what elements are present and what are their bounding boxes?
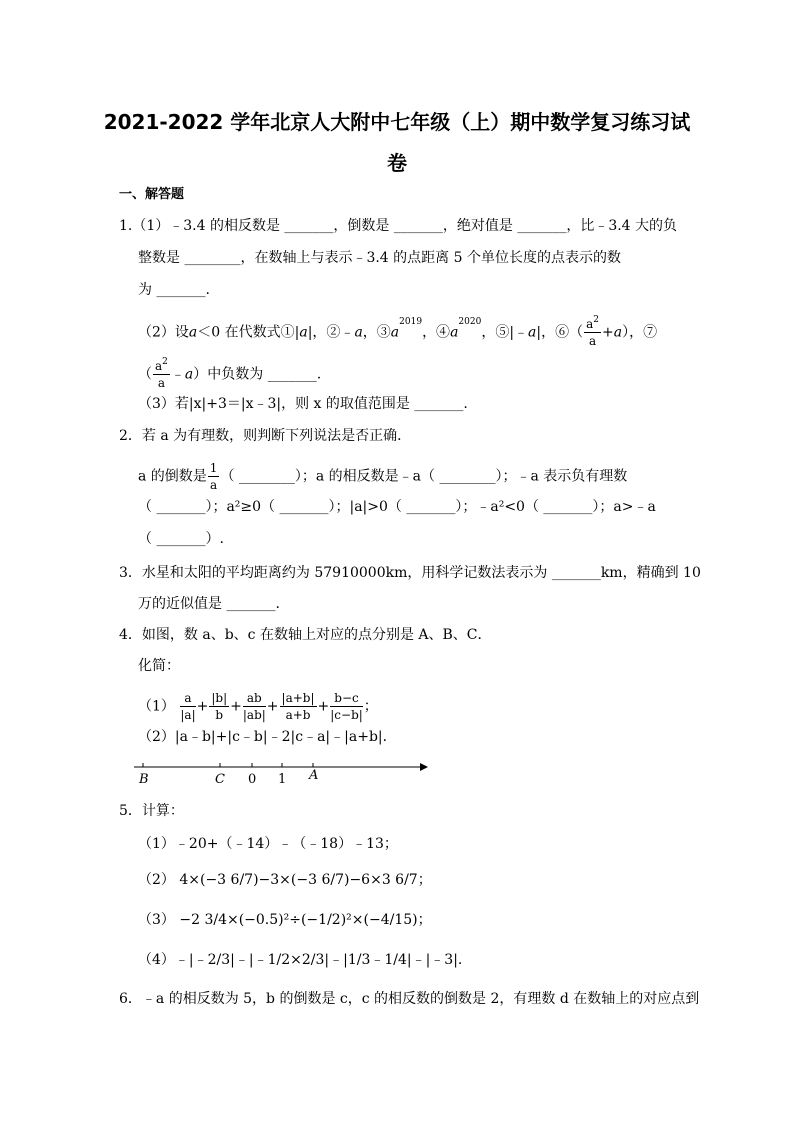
q5-line1: 5．计算：	[119, 803, 184, 819]
fraction: $\frac{|a+b|}{a+b}$	[281, 691, 315, 722]
q5-part2: （2） 4×(−3 6/7)−3×(−3 6/7)−6×3 6/7；	[138, 872, 432, 888]
q1-part1-line1: 1.（1）﹣3.4 的相反数是 _______，倒数是 _______，绝对值是 _______，比﹣3.4 大的负	[119, 218, 678, 234]
axis-label-1: 1	[278, 772, 287, 787]
page-title-line2: 卷	[387, 151, 407, 175]
axis-label-a: A	[309, 768, 319, 783]
q2-line3: （ _______）；a²≥0（ _______）；|a|>0（ _______）；﹣a²<0（ _______）；a>﹣a	[138, 499, 656, 515]
q4-part2: （2）|a﹣b|+|c﹣b|﹣2|c﹣a|﹣|a+b|．	[138, 729, 397, 745]
axis-label-c: C	[215, 772, 225, 787]
q5-part3: （3） −2 3/4×(−0.5)²÷(−1/2)²×(−4/15)；	[138, 912, 432, 928]
q2-line2: a 的倒数是 $\frac{1}{a}$ （ ________）；a 的相反数是﹣a（ ________）；﹣a 表示负有理数	[138, 461, 628, 492]
q3-line2: 万的近似值是 _______.	[138, 596, 280, 612]
q5-part4: （4）﹣|﹣2/3|﹣|﹣1/2×2/3|﹣|1/3﹣1/4|﹣|﹣3|.	[138, 952, 463, 968]
page-title: 2021-2022 学年北京人大附中七年级（上）期中数学复习练习试	[103, 110, 691, 134]
fraction: $\frac{1}{a}$	[209, 461, 218, 492]
fraction: $\frac{b-c}{|c-b|}$	[330, 691, 363, 722]
q1-part2-line1: （2）设a＜0 在代数式①|a|，②﹣a，$③a^{2019}$，$④a^{2020}$，⑤|﹣a|，⑥（ $\frac{a^2}{a}$ +a），⑦	[138, 315, 658, 348]
fraction: $\frac{ab}{|ab|}$	[242, 691, 266, 722]
q1-part3: （3）若|x|+3＝|x﹣3|，则 x 的取值范围是 _______.	[138, 396, 468, 412]
q1-part1-line3: 为 _______.	[138, 282, 210, 298]
q4-line1: 4．如图，数 a、b、c 在数轴上对应的点分别是 A、B、C．	[119, 627, 492, 643]
q2-line4: （ _______）.	[138, 531, 224, 547]
q3-line1: 3．水星和太阳的平均距离约为 57910000km，用科学记数法表示为 _______km，精确到 10	[119, 565, 701, 581]
fraction: $\frac{a^2}{a}$	[155, 357, 168, 390]
number-line-figure	[130, 755, 430, 789]
q4-part1: （1） $\frac{a}{|a|}$ + $\frac{|b|}{b}$ + $\frac{ab}{|ab|}$ + $\frac{|a+b|}{a+b}$ + $\frac{b-c}{|c-b|}$ ；	[138, 691, 378, 722]
axis-label-0: 0	[248, 772, 257, 787]
axis-label-b: B	[139, 772, 149, 787]
q6-line1: 6．﹣a 的相反数为 5，b 的倒数是 c，c 的相反数的倒数是 2，有理数 d 在数轴上的对应点到	[119, 991, 700, 1007]
fraction: $\frac{a}{|a|}$	[180, 691, 196, 722]
section-heading: 一、解答题	[119, 187, 185, 202]
q1-part2-line2: （ $\frac{a^2}{a}$ ﹣a）中负数为 _______.	[138, 357, 322, 390]
fraction: $\frac{|b|}{b}$	[211, 691, 228, 722]
q1-part1-line2: 整数是 ________，在数轴上与表示﹣3.4 的点距离 5 个单位长度的点表示的数	[138, 250, 621, 266]
fraction: $\frac{a^2}{a}$	[586, 315, 600, 348]
q5-part1: （1）﹣20+（﹣14）﹣（﹣18）﹣13；	[138, 836, 398, 852]
q4-line2: 化简：	[138, 658, 180, 674]
arrow-icon	[420, 763, 428, 771]
q2-line1: 2．若 a 为有理数，则判断下列说法是否正确．	[119, 428, 412, 444]
